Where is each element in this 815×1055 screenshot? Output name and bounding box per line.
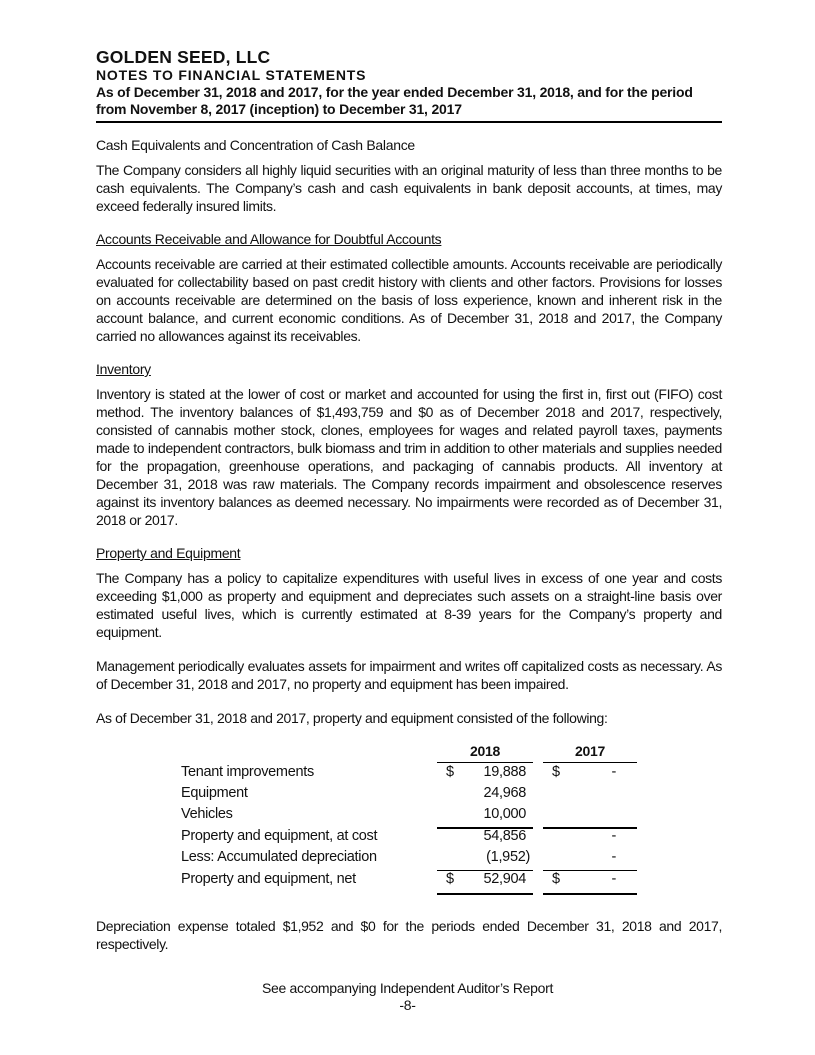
value-2018: 54,856: [483, 828, 526, 844]
row-label: Property and equipment, net: [181, 871, 356, 887]
row-label: Vehicles: [181, 806, 233, 822]
paragraph-accounts-receivable: Accounts receivable are carried at their estimated collectible amounts. Accounts receivable are periodically evaluated for collectability based on past credit history with clients and other factors. Provisions for losses on accounts receivable are determined on the basis of loss experience, known and inherent risk in the account balance, and current economic conditions. As of December 31, 2018 and 2017, the Company carried no allowances against its receivables.: [96, 256, 722, 344]
section-title-inventory: Inventory: [96, 361, 151, 377]
value-2017: -: [611, 828, 616, 844]
header-rule: [96, 121, 722, 123]
value-2018: 19,888: [483, 764, 526, 780]
header-rule-2018: [437, 762, 533, 763]
dollar-sign-2017: $: [552, 871, 560, 887]
header-rule-2017: [543, 762, 637, 763]
column-header-2017: 2017: [575, 743, 605, 759]
period-line-2: from November 8, 2017 (inception) to December 31, 2017: [96, 101, 462, 117]
paragraph-ppe-impairment: Management periodically evaluates assets for impairment and writes off capitalized costs as necessary. As of December 31, 2018 and 2017, no property and equipment has been impaired.: [96, 658, 722, 692]
paragraph-cash: The Company considers all highly liquid securities with an original maturity of less than three months to be cash equivalents. The Company’s cash and cash equivalents in bank deposit accounts, at times, may exceed federally insured limits.: [96, 162, 722, 214]
table-row: [96, 828, 722, 849]
footer-auditor-note: See accompanying Independent Auditor’s Report: [261, 980, 554, 996]
table-row: [96, 849, 722, 870]
ppe-table: [96, 743, 722, 903]
document-page: [96, 48, 722, 953]
table-row: [96, 871, 722, 892]
value-2018: 24,968: [483, 785, 526, 801]
value-2017: -: [611, 849, 616, 865]
period-line-1: As of December 31, 2018 and 2017, for the year ended December 31, 2018, and for the period: [96, 84, 693, 100]
value-2018: 10,000: [483, 806, 526, 822]
total-bottom-rule-2017: [543, 893, 637, 895]
paragraph-ppe-intro: As of December 31, 2018 and 2017, property and equipment consisted of the following:: [96, 710, 608, 726]
table-row: [96, 764, 722, 785]
value-2018: 52,904: [483, 871, 526, 887]
dollar-sign-2017: $: [552, 764, 560, 780]
total-bottom-rule-2018: [437, 893, 533, 895]
row-label: Tenant improvements: [181, 764, 314, 780]
row-label: Property and equipment, at cost: [181, 828, 378, 844]
section-title-accounts-receivable: Accounts Receivable and Allowance for Doubtful Accounts: [96, 231, 442, 247]
dollar-sign-2018: $: [446, 764, 454, 780]
value-2018: (1,952): [486, 849, 530, 865]
paragraph-ppe-policy: The Company has a policy to capitalize expenditures with useful lives in excess of one year and costs exceeding $1,000 as property and equipment and depreciates such assets on a straight-line basis over estimated useful lives, which is currently estimated at 8-39 years for the Company’s property and equipment.: [96, 570, 722, 640]
dollar-sign-2018: $: [446, 871, 454, 887]
table-row: [96, 785, 722, 806]
column-header-2018: 2018: [470, 743, 500, 759]
table-row: [96, 806, 722, 827]
value-2017: -: [611, 871, 616, 887]
document-subtitle: NOTES TO FINANCIAL STATEMENTS: [96, 67, 367, 83]
row-label: Less: Accumulated depreciation: [181, 849, 377, 865]
value-2017: -: [611, 764, 616, 780]
paragraph-depreciation: Depreciation expense totaled $1,952 and $0 for the periods ended December 31, 2018 and 2017, respectively.: [96, 918, 722, 952]
section-title-property-equipment: Property and Equipment: [96, 545, 241, 561]
row-label: Equipment: [181, 785, 248, 801]
company-name: GOLDEN SEED, LLC: [96, 47, 271, 67]
paragraph-inventory: Inventory is stated at the lower of cost or market and accounted for using the first in, first out (FIFO) cost method. The inventory balances of $1,493,759 and $0 as of December 2018 and 2017, respectively, consisted of cannabis mother stock, clones, employees for wages and related payroll taxes, payments made to independent contractors, bulk biomass and trim in addition to other materials and supplies needed for the propagation, greenhouse operations, and packaging of cannabis products. All inventory at December 31, 2018 was raw materials. The Company records impairment and obsolescence reserves against its inventory balances as deemed necessary. No impairments were recorded as of December 31, 2018 or 2017.: [96, 386, 722, 528]
page-number: -8-: [399, 997, 416, 1013]
section-title-cash: Cash Equivalents and Concentration of Cash Balance: [96, 137, 415, 153]
